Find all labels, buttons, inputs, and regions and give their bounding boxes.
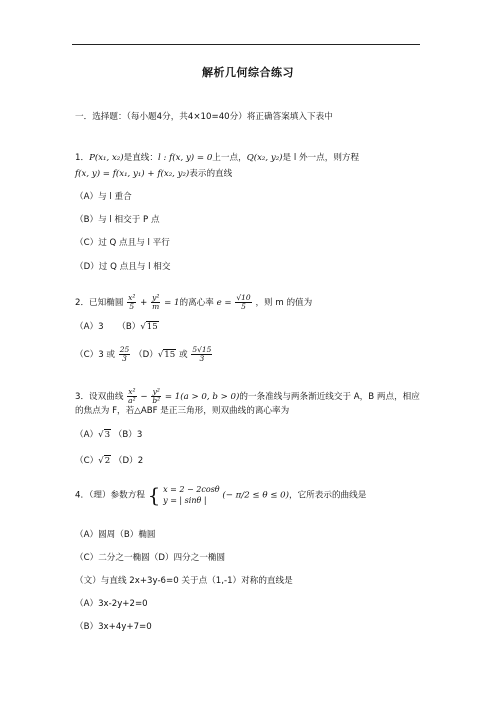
question-2-stem	[75, 294, 312, 311]
q1-option-a: （A）与 l 重合	[75, 192, 132, 202]
q4-wen-stem: （文）与直线 2x+3y-6=0 关于点（1,-1）对称的直线是	[75, 576, 293, 586]
q4-eq-y: y = | sinθ |	[163, 496, 207, 505]
q2-fraction-e: $\frac{√10}{5}$	[236, 293, 251, 311]
q4-number: 4．（理）参数方程	[75, 490, 145, 501]
q4-text-1: ，它所表示的曲线是	[288, 490, 367, 501]
q2-or: 或	[178, 350, 188, 360]
q3-option-d: （D）2	[113, 456, 144, 466]
q2-text-2: ，则 m 的值为	[255, 298, 313, 308]
question-1-stem	[75, 153, 359, 164]
q1-text-3: 是 l 外一点，则方程	[282, 153, 360, 163]
section-heading: 一．选择题：（每小题4分，共4×10=40分）将正确答案填入下表中	[75, 112, 333, 122]
q2-fraction-25-3: $\frac{25}{3}$	[119, 345, 130, 363]
q3-sqrt-3: √3	[98, 430, 111, 440]
q4-system	[163, 484, 220, 506]
q2-equals: = 1	[164, 298, 180, 308]
q1-text-2: 上一点，	[212, 153, 247, 163]
q2-option-b: （B）	[117, 322, 141, 332]
q3-option-a: （A）	[75, 430, 99, 440]
q2-option-c: （C）3 或	[75, 350, 115, 360]
q3-fraction-y: $\frac{\text{y²}}{\text{b²}}$	[152, 387, 161, 405]
q1-number: 1．	[75, 153, 90, 163]
q1-equation: f(x, y) = f(x₁, y₁) + f(x₂, y₂)	[75, 169, 190, 179]
q2-option-a: （A）3	[75, 322, 104, 332]
q1-point-q: Q(x₂, y₂)	[246, 153, 283, 163]
q1-option-c: （C）过 Q 点且与 l 平行	[75, 238, 170, 248]
q2-option-d: （D）	[134, 350, 158, 360]
q3-condition: = 1(a > 0, b > 0)	[164, 392, 240, 402]
q3-options-ab	[75, 430, 142, 441]
q3-text-1: 的一条准线与两条渐近线交于 A，B 两点，相应	[239, 392, 420, 402]
q4-option-ab: （A）圆周（B）椭圆	[75, 530, 156, 540]
q1-option-d: （D）过 Q 点且与 l 相交	[75, 262, 171, 272]
q2-text-1: 的离心率	[179, 298, 214, 308]
q4-eq-x: x = 2 − 2cosθ	[163, 485, 220, 494]
q1-text-1: 是直线：	[123, 153, 158, 163]
question-3-stem	[75, 388, 420, 405]
q3-option-b: （B）3	[113, 430, 143, 440]
q2-sqrt-15-d: √15	[157, 350, 176, 360]
q2-fraction-x: $\frac{\text{x²}}{5}$	[128, 293, 136, 311]
question-4-stem	[75, 484, 366, 506]
q3-number: 3．设双曲线	[75, 392, 124, 402]
q1-line-l: l : f(x, y) = 0	[158, 153, 213, 163]
q2-plus: +	[140, 298, 148, 308]
q3-option-c: （C）	[75, 456, 99, 466]
q3-options-cd	[75, 456, 143, 467]
q2-options-ab	[75, 322, 159, 333]
q1-point-p: P(x₁, x₂)	[89, 153, 124, 163]
question-1-stem-cont	[75, 169, 232, 180]
q4-brace: {	[147, 483, 161, 507]
q3-fraction-x: $\frac{\text{x²}}{\text{a²}}$	[128, 387, 136, 405]
q4-option-cd: （C）二分之一椭圆（D）四分之一椭圆	[75, 553, 226, 563]
q1-text-4: 表示的直线	[189, 169, 233, 179]
q4-range: (− π/2 ≤ θ ≤ 0)	[222, 490, 289, 501]
q2-number: 2．已知椭圆	[75, 298, 124, 308]
q3-text-2: 的焦点为 F，若△ABF 是正三角形，则双曲线的离心率为	[75, 406, 290, 416]
header-rule	[72, 44, 420, 45]
q2-fraction-5sqrt15-3: $\frac{5√15}{3}$	[192, 345, 212, 363]
page-title: 解析几何综合练习	[202, 66, 294, 79]
q3-minus: −	[140, 392, 148, 402]
q4-wen-option-a: （A）3x-2y+2=0	[75, 599, 148, 609]
q2-sqrt-15: √15	[140, 322, 158, 332]
q4-wen-option-b: （B）3x+4y+7=0	[75, 622, 152, 632]
q2-eccentricity: e =	[216, 298, 232, 308]
q1-option-b: （B）与 l 相交于 P 点	[75, 215, 160, 225]
q2-fraction-y: $\frac{\text{y²}}{m}$	[152, 293, 160, 311]
q2-options-cd	[75, 346, 213, 363]
q3-sqrt-2: √2	[98, 456, 111, 466]
